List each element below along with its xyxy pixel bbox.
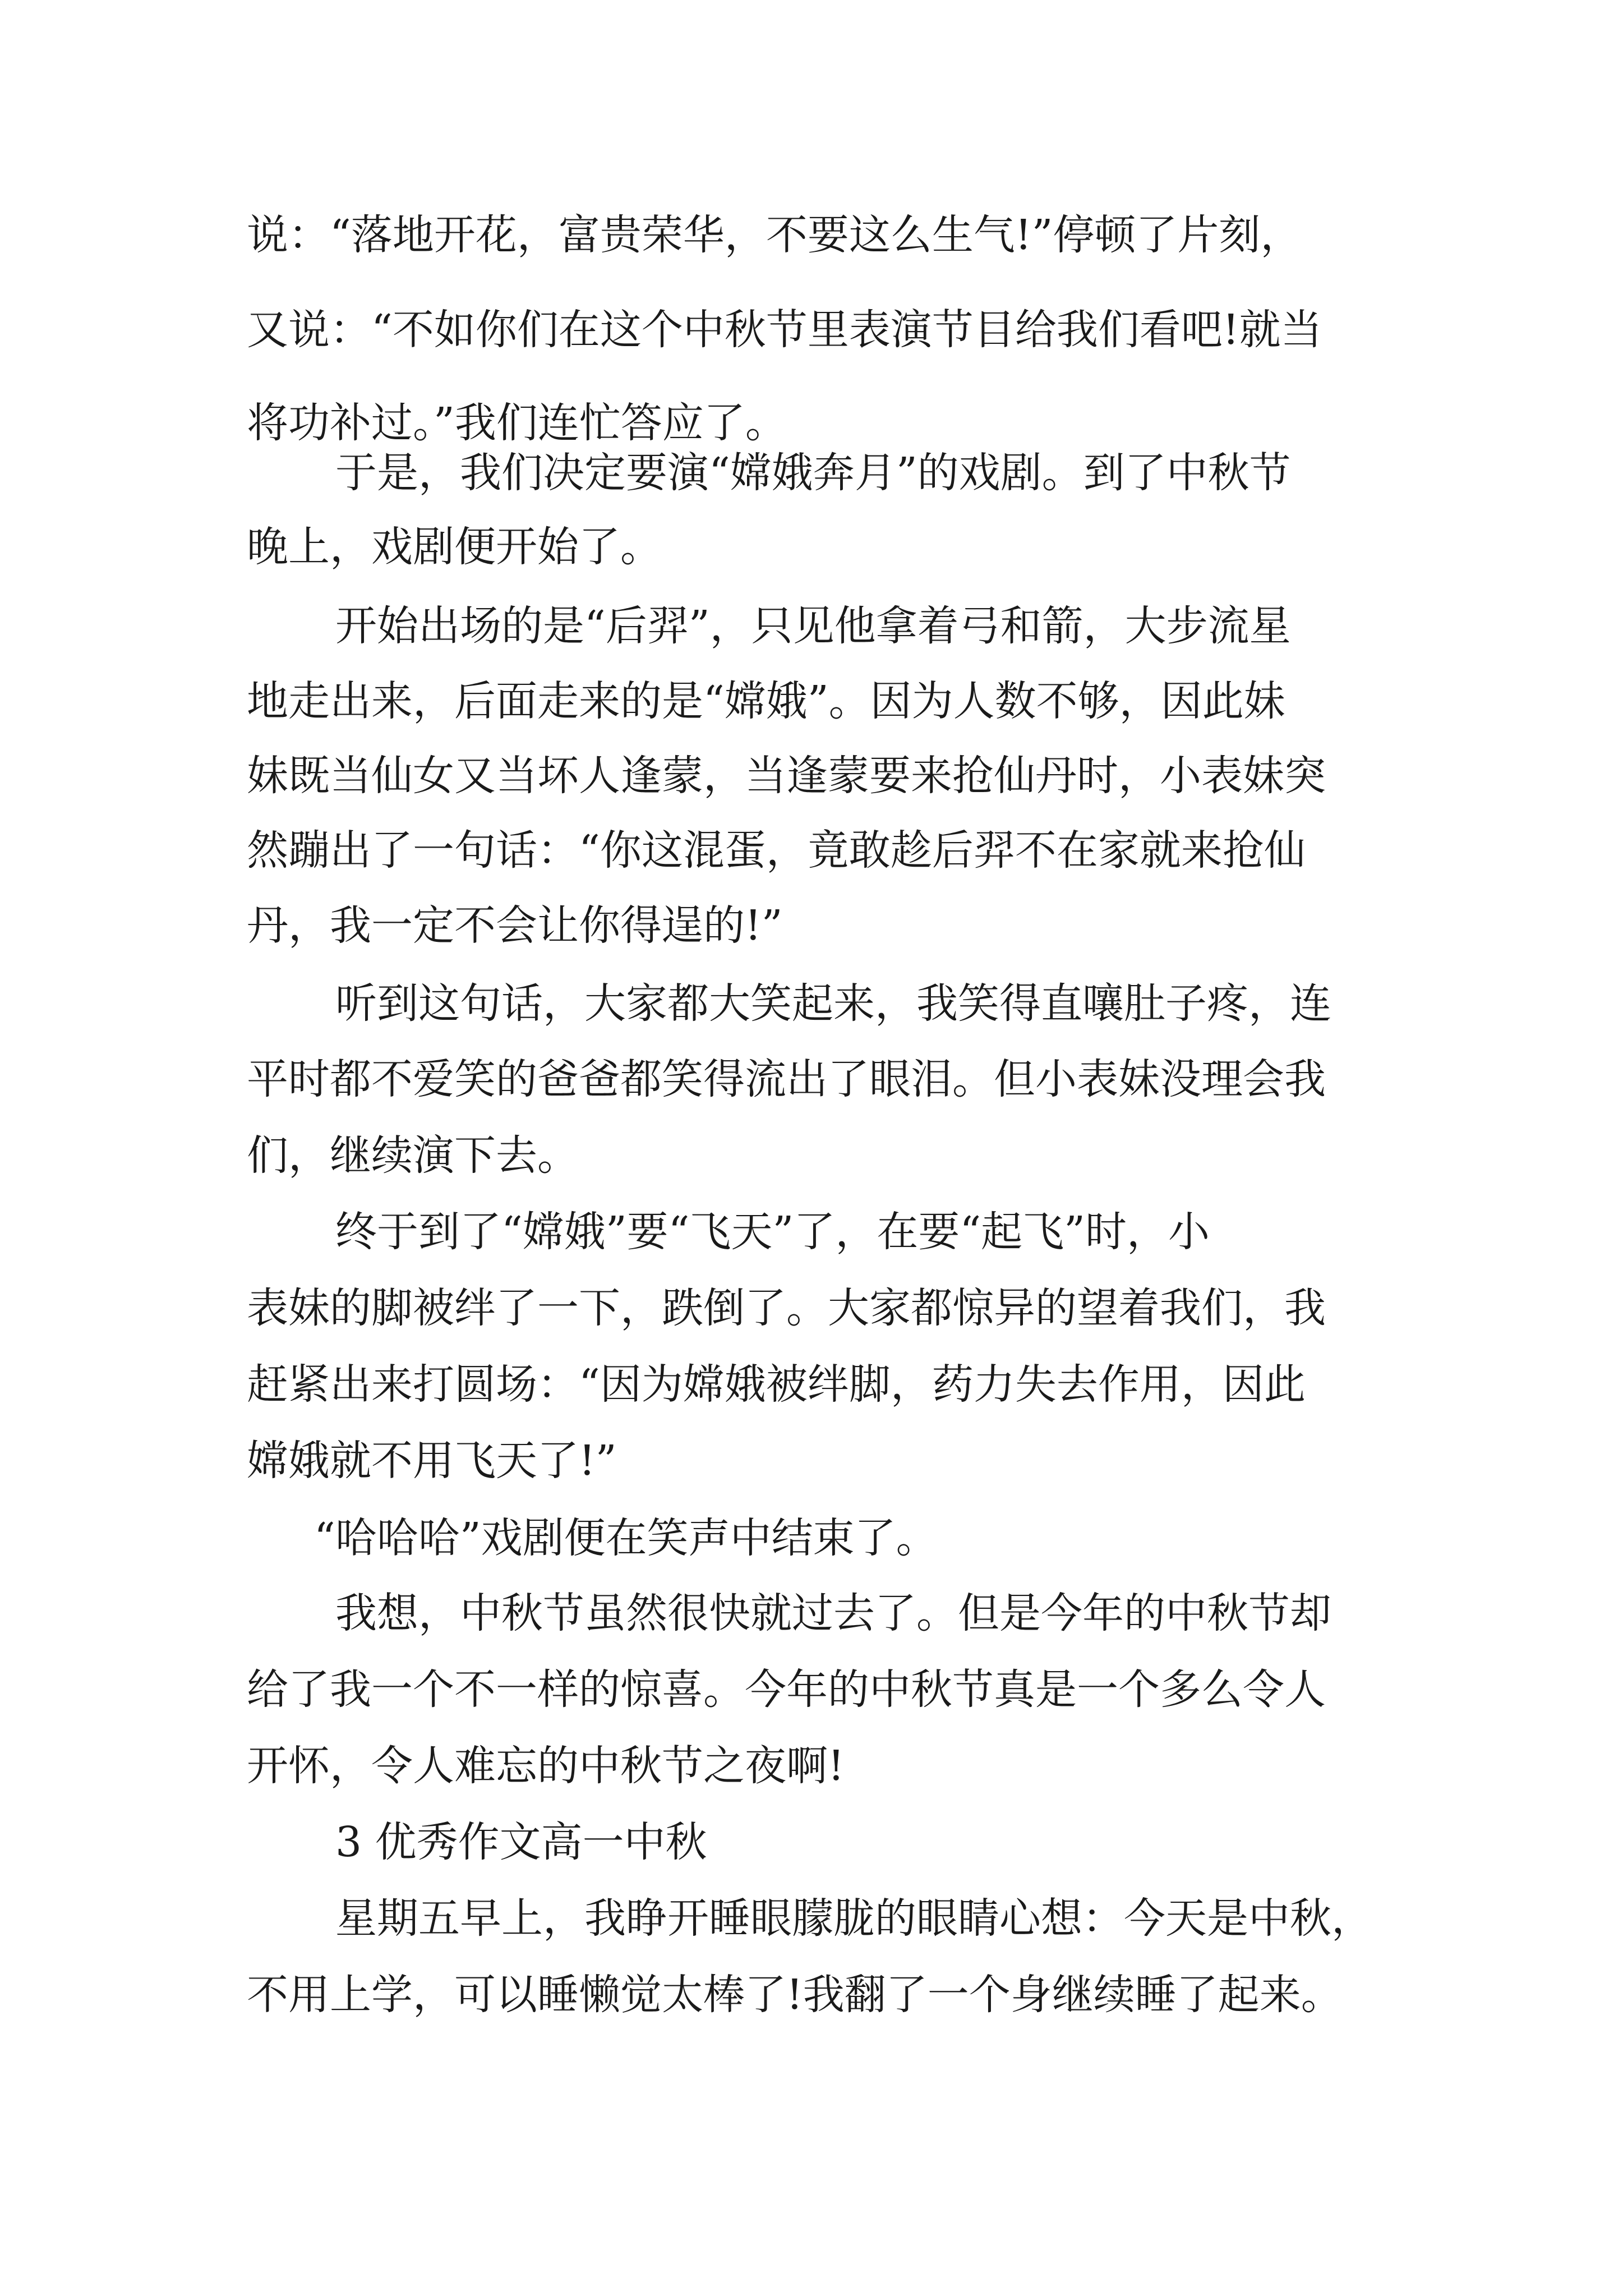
text-line: 表妹的脚被绊了一下，跌倒了。大家都惊异的望着我们，我 — [247, 1284, 1326, 1332]
text-line: 平时都不爱笑的爸爸都笑得流出了眼泪。但小表妹没理会我 — [247, 1055, 1326, 1103]
text-line: 嫦娥就不用飞天了!” — [247, 1437, 617, 1485]
section-heading: 3 优秀作文高一中秋 — [335, 1818, 707, 1866]
text-line: 于是，我们决定要演“嫦娥奔月”的戏剧。到了中秋节 — [335, 449, 1291, 497]
text-line: 赶紧出来打圆场：“因为嫦娥被绊脚，药力失去作用，因此 — [247, 1360, 1306, 1409]
text-line: 开始出场的是“后羿”，只见他拿着弓和箭，大步流星 — [335, 602, 1291, 650]
text-line: 我想，中秋节虽然很快就过去了。但是今年的中秋节却 — [335, 1589, 1331, 1637]
text-line: 终于到了“嫦娥”要“飞天”了，在要“起飞”时，小 — [335, 1208, 1210, 1256]
text-line: 又说：“不如你们在这个中秋节里表演节目给我们看吧!就当 — [247, 306, 1322, 354]
text-line: 将功补过。”我们连忙答应了。 — [247, 399, 787, 447]
text-line: 星期五早上，我睁开睡眼朦胧的眼睛心想：今天是中秋， — [335, 1894, 1373, 1943]
text-line: 地走出来，后面走来的是“嫦娥”。因为人数不够，因此妹 — [247, 677, 1285, 725]
text-line: 听到这句话，大家都大笑起来，我笑得直嚷肚子疼，连 — [335, 979, 1331, 1028]
text-line: 妹既当仙女又当坏人逢蒙，当逢蒙要来抢仙丹时，小表妹突 — [247, 752, 1326, 800]
text-line: 不用上学，可以睡懒觉太棒了!我翻了一个身继续睡了起来。 — [247, 1971, 1343, 2019]
text-line: 然蹦出了一句话：“你这混蛋，竟敢趁后羿不在家就来抢仙 — [247, 826, 1306, 875]
text-line: 们，继续演下去。 — [247, 1131, 579, 1180]
text-line: 晚上，戏剧便开始了。 — [247, 523, 662, 571]
text-line: 丹，我一定不会让你得逞的!” — [247, 901, 783, 950]
text-line: 给了我一个不一样的惊喜。今年的中秋节真是一个多么令人 — [247, 1665, 1326, 1714]
text-line: 说：“落地开花，富贵荣华，不要这么生气!”停顿了片刻， — [247, 211, 1302, 259]
text-line: 开怀，令人难忘的中秋节之夜啊! — [247, 1742, 845, 1790]
text-line: “哈哈哈”戏剧便在笑声中结束了。 — [314, 1514, 938, 1562]
